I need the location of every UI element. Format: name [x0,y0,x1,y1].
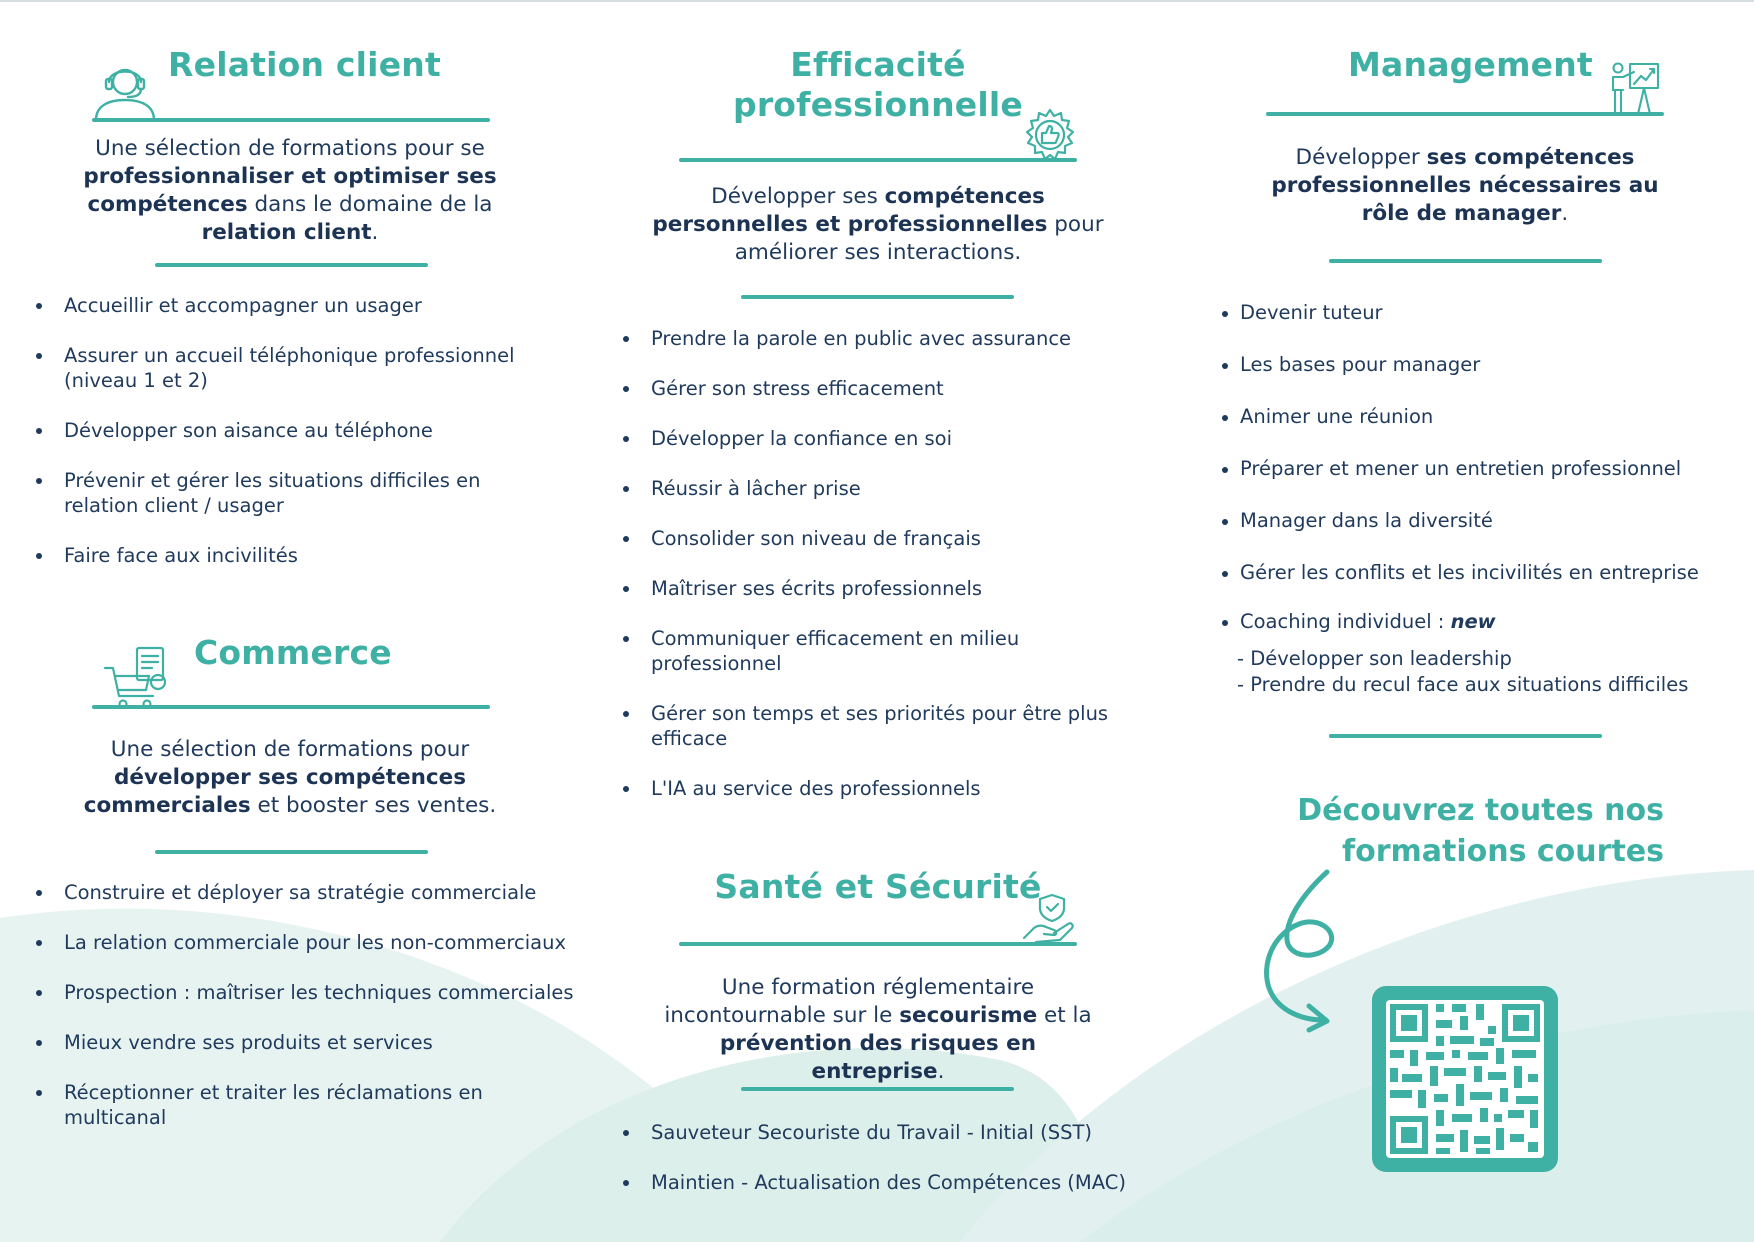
efficacite-title-rule [679,158,1077,162]
commerce-title-rule [92,705,490,709]
efficacite-title [678,45,1078,126]
sante-list [623,1120,1143,1195]
list-item: La relation commerciale pour les non-commerciaux [36,930,576,955]
headset-agent-icon [90,58,160,122]
efficacite-intro-rule [741,295,1014,299]
efficacite-title-line1: Efficacité [790,45,966,84]
sante-intro-rule [741,1087,1014,1091]
top-border [0,0,1754,2]
commerce-intro-rule [155,850,428,854]
coaching-item [1222,609,1722,634]
list-item: Faire face aux incivilités [36,543,556,568]
list-item: L'IA au service des professionnels [623,776,1123,801]
commerce-title: Commerce [194,633,392,672]
efficacite-list [623,326,1123,801]
coaching-subitem: - Prendre du recul face aux situations difficiles [1237,673,1689,696]
shopping-cart-icon [103,644,171,710]
list-item: Les bases pour manager [1222,352,1722,377]
list-item: Communiquer efficacement en milieu professionnel [623,626,1031,676]
coaching-subitem: - Développer son leadership [1237,647,1512,670]
list-item: Développer la confiance en soi [623,426,1123,451]
list-item: Réceptionner et traiter les réclamations en multicanal [36,1080,494,1130]
list-item: Prendre la parole en public avec assurance [623,326,1123,351]
list-item: Préparer et mener un entretien professionnel [1222,456,1722,481]
list-item: Gérer son temps et ses priorités pour être plus efficace [623,701,1111,751]
relation-client-list [36,293,556,568]
list-item: Manager dans la diversité [1222,508,1722,533]
management-title: Management [1348,45,1593,84]
relation-client-intro-rule [155,263,428,267]
new-badge: new [1450,610,1496,633]
gear-thumbs-up-icon [1022,107,1078,163]
list-item: Consolider son niveau de français [623,526,1123,551]
management-intro: Développer ses compétences professionnelles nécessaires au rôle de manager. [1271,145,1659,226]
list-item: Prévenir et gérer les situations difficiles en relation client / usager [36,468,556,518]
management-list [1222,300,1722,634]
list-item: Assurer un accueil téléphonique professionnel (niveau 1 et 2) [36,343,556,393]
list-item: Maîtriser ses écrits professionnels [623,576,1123,601]
qr-code-icon[interactable] [1372,986,1558,1172]
list-item: Maintien - Actualisation des Compétences (MAC) [623,1170,1143,1195]
management-intro-rule [1329,259,1602,263]
sante-title-rule [679,942,1077,946]
list-item: Construire et déployer sa stratégie commerciale [36,880,576,905]
list-item: Prospection : maîtriser les techniques commerciales [36,980,576,1005]
list-item: Accueillir et accompagner un usager [36,293,556,318]
relation-client-title: Relation client [168,45,441,84]
hand-shield-icon [1022,892,1078,944]
coaching-label: Coaching individuel : [1240,610,1451,633]
list-item: Gérer son stress efficacement [623,376,1123,401]
list-item: Sauveteur Secouriste du Travail - Initial (SST) [623,1120,1143,1145]
sante-intro: Une formation réglementaire incontournable sur le secourisme et la prévention des risques en entreprise. [664,975,1092,1084]
efficacite-title-line2: professionnelle [733,85,1023,125]
relation-client-title-rule [92,118,490,122]
efficacite-intro: Développer ses compétences personnelles et professionnelles pour améliorer ses interactions. [652,184,1104,265]
list-item: Développer son aisance au téléphone [36,418,556,443]
sante-title: Santé et Sécurité [714,867,1042,906]
list-item: Réussir à lâcher prise [623,476,1123,501]
presentation-board-icon [1610,60,1660,116]
cta-heading: Découvrez toutes nos formations courtes [1297,793,1664,869]
curly-arrow-icon [1245,860,1355,1039]
commerce-list [36,880,576,1130]
management-bottom-rule [1329,734,1602,738]
list-item: Gérer les conflits et les incivilités en entreprise [1222,560,1722,585]
list-item: Devenir tuteur [1222,300,1722,325]
list-item: Mieux vendre ses produits et services [36,1030,576,1055]
relation-client-intro: Une sélection de formations pour se professionnaliser et optimiser ses compétences dans le domaine de la relation client. [83,136,497,245]
management-title-rule [1266,112,1664,116]
commerce-intro: Une sélection de formations pour développer ses compétences commerciales et booster ses ventes. [83,737,497,818]
list-item: Animer une réunion [1222,404,1722,429]
